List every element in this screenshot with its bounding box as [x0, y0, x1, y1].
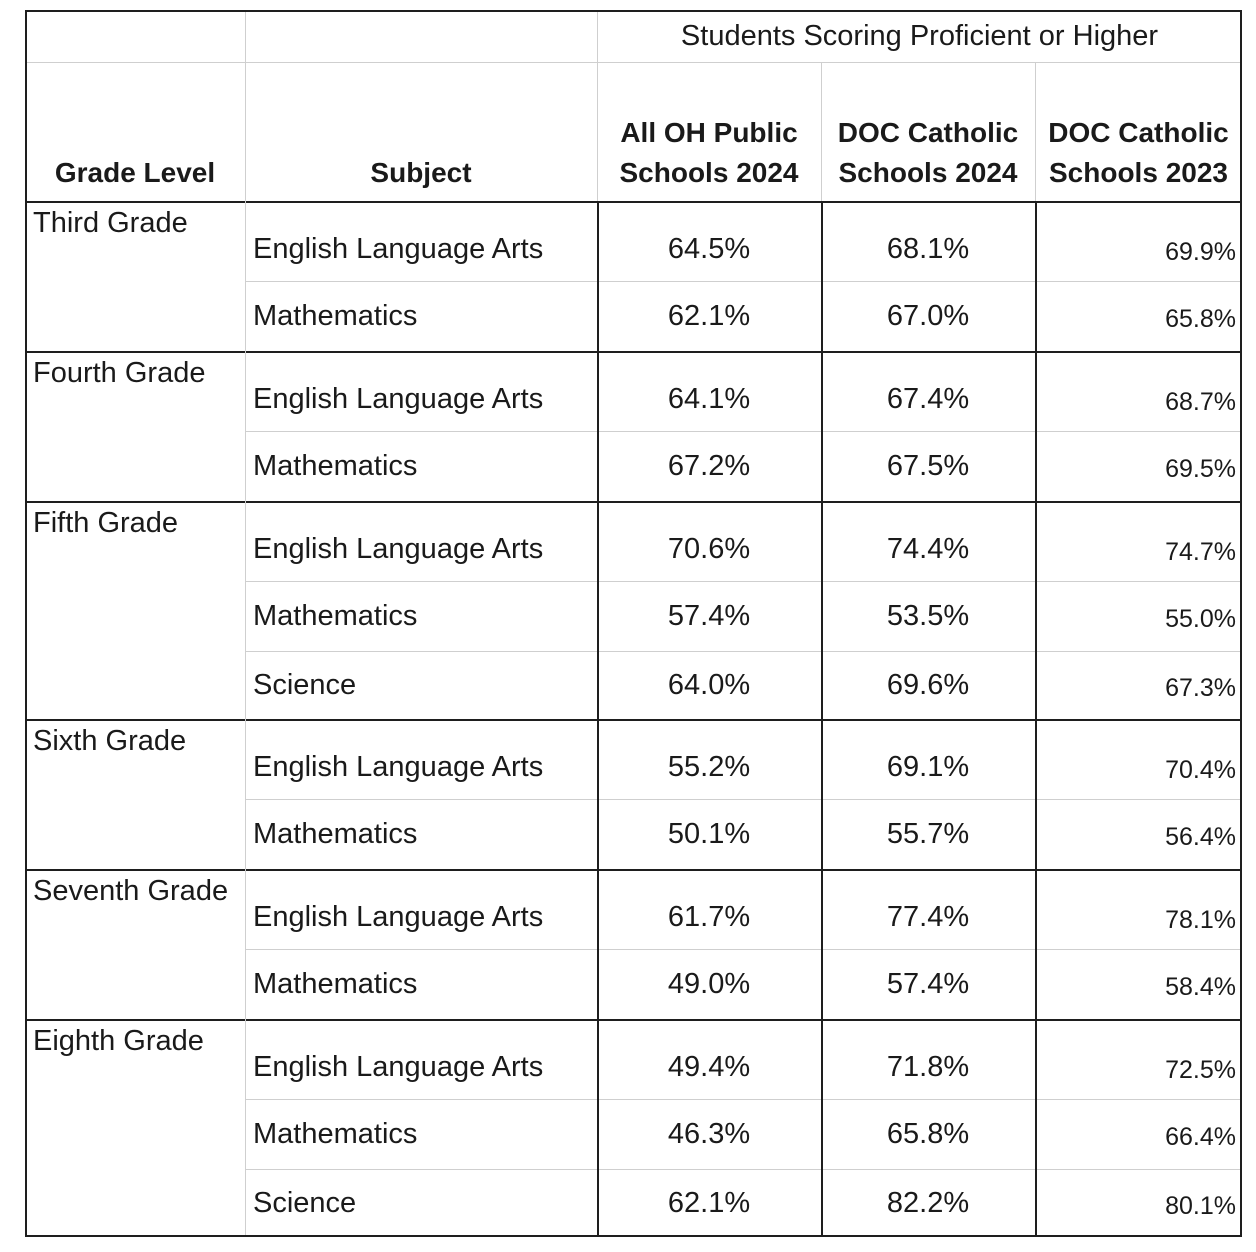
- doc-catholic-2024-cell: 67.5%: [886, 449, 970, 482]
- doc-catholic-2024-cell: 77.4%: [886, 900, 970, 933]
- subject-cell: Mathematics: [253, 299, 418, 332]
- doc-catholic-2024-cell: 55.7%: [886, 817, 970, 850]
- column-header-oh-public-2024-line1: All OH Public: [620, 117, 798, 148]
- doc-catholic-2023-cell: 72.5%: [1165, 1055, 1236, 1084]
- column-header-doc-catholic-2023-line1: DOC Catholic: [1048, 117, 1229, 148]
- oh-public-2024-cell: 46.3%: [667, 1117, 751, 1150]
- oh-public-2024-cell: 64.0%: [667, 668, 751, 701]
- oh-public-2024-cell: 64.5%: [667, 232, 751, 265]
- doc-catholic-2024-cell: 74.4%: [886, 532, 970, 565]
- doc-catholic-2023-cell: 74.7%: [1165, 537, 1236, 566]
- grade-level-cell: Third Grade: [33, 207, 188, 239]
- doc-catholic-2024-cell: 82.2%: [886, 1186, 970, 1219]
- column-header-doc-catholic-2024-line2: Schools 2024: [838, 157, 1018, 188]
- subject-cell: English Language Arts: [253, 1050, 544, 1083]
- oh-public-2024-cell: 50.1%: [667, 817, 751, 850]
- doc-catholic-2024-cell: 69.6%: [886, 668, 970, 701]
- oh-public-2024-cell: 49.0%: [667, 967, 751, 1000]
- oh-public-2024-cell: 64.1%: [667, 382, 751, 415]
- subject-cell: Mathematics: [253, 817, 418, 850]
- oh-public-2024-cell: 49.4%: [667, 1050, 751, 1083]
- oh-public-2024-cell: 70.6%: [667, 532, 751, 565]
- doc-catholic-2023-cell: 65.8%: [1165, 304, 1236, 333]
- doc-catholic-2024-cell: 65.8%: [886, 1117, 970, 1150]
- column-header-subject-text: Subject: [370, 157, 472, 188]
- doc-catholic-2023-cell: 69.5%: [1165, 454, 1236, 483]
- proficiency-table: [25, 10, 1242, 1237]
- subject-cell: English Language Arts: [253, 900, 544, 933]
- doc-catholic-2023-cell: 69.9%: [1165, 237, 1236, 266]
- oh-public-2024-cell: 62.1%: [667, 1186, 751, 1219]
- doc-catholic-2024-cell: 67.4%: [886, 382, 970, 415]
- subject-cell: Mathematics: [253, 967, 418, 1000]
- column-header-doc-catholic-2023-line2: Schools 2023: [1049, 157, 1228, 188]
- grade-level-cell: Eighth Grade: [33, 1025, 204, 1057]
- column-header-oh-public-2024-line2: Schools 2024: [619, 157, 799, 188]
- oh-public-2024-cell: 57.4%: [667, 599, 751, 632]
- grade-level-cell: Seventh Grade: [33, 875, 229, 907]
- super-header: Students Scoring Proficient or Higher: [680, 19, 1159, 52]
- column-header-doc-catholic-2024-line1: DOC Catholic: [837, 117, 1019, 148]
- grade-level-cell: Fourth Grade: [33, 357, 206, 389]
- doc-catholic-2024-cell: 67.0%: [886, 299, 970, 332]
- subject-cell: English Language Arts: [253, 232, 544, 265]
- grade-level-cell: Sixth Grade: [33, 725, 187, 757]
- subject-cell: Science: [253, 1186, 357, 1219]
- doc-catholic-2024-cell: 57.4%: [886, 967, 970, 1000]
- subject-cell: Science: [253, 668, 357, 701]
- subject-cell: English Language Arts: [253, 532, 544, 565]
- oh-public-2024-cell: 62.1%: [667, 299, 751, 332]
- doc-catholic-2024-cell: 71.8%: [886, 1050, 970, 1083]
- doc-catholic-2024-cell: 69.1%: [886, 750, 970, 783]
- oh-public-2024-cell: 61.7%: [667, 900, 751, 933]
- doc-catholic-2024-cell: 53.5%: [886, 599, 970, 632]
- doc-catholic-2024-cell: 68.1%: [886, 232, 970, 265]
- doc-catholic-2023-cell: 68.7%: [1165, 387, 1236, 416]
- grade-level-cell: Fifth Grade: [33, 507, 179, 539]
- oh-public-2024-cell: 67.2%: [667, 449, 751, 482]
- subject-cell: Mathematics: [253, 1117, 418, 1150]
- subject-cell: English Language Arts: [253, 750, 544, 783]
- table-border: [25, 10, 1242, 1237]
- doc-catholic-2023-cell: 67.3%: [1165, 673, 1236, 702]
- doc-catholic-2023-cell: 78.1%: [1165, 905, 1236, 934]
- column-header-grade-level-text: Grade Level: [54, 157, 216, 188]
- oh-public-2024-cell: 55.2%: [667, 750, 751, 783]
- doc-catholic-2023-cell: 56.4%: [1165, 822, 1236, 851]
- subject-cell: Mathematics: [253, 449, 418, 482]
- doc-catholic-2023-cell: 58.4%: [1165, 972, 1236, 1001]
- doc-catholic-2023-cell: 70.4%: [1165, 755, 1236, 784]
- doc-catholic-2023-cell: 80.1%: [1165, 1191, 1236, 1220]
- doc-catholic-2023-cell: 55.0%: [1165, 604, 1236, 633]
- subject-cell: Mathematics: [253, 599, 418, 632]
- subject-cell: English Language Arts: [253, 382, 544, 415]
- doc-catholic-2023-cell: 66.4%: [1165, 1122, 1236, 1151]
